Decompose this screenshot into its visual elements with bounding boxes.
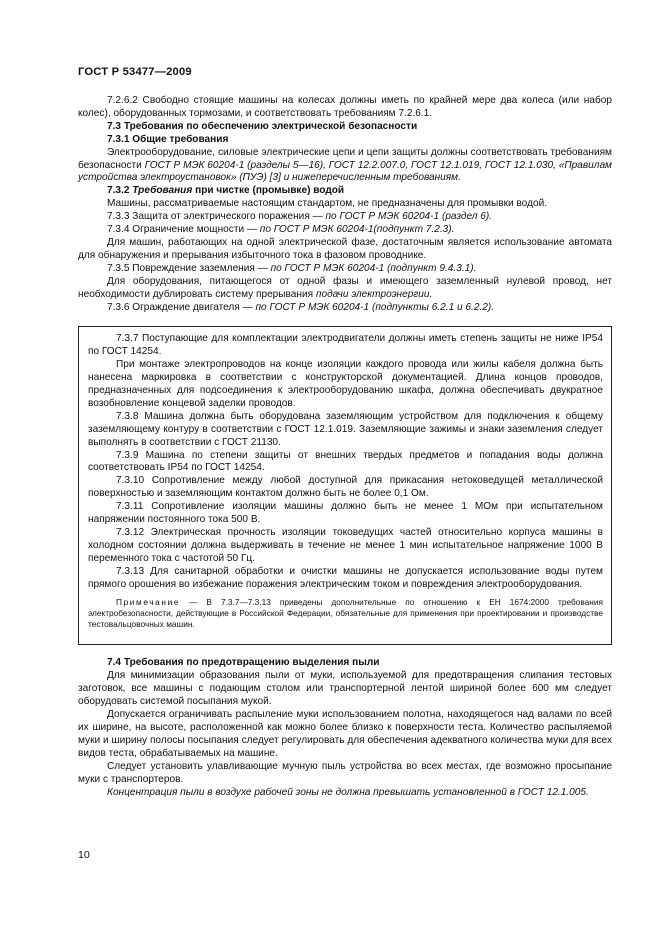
paragraph-7-2-6-2: 7.2.6.2 Свободно стоящие машины на колесах должны иметь по крайней мере два колеса (или набор колес), оборудованных тормозами, и соответствовать требованиям 7.2.6.1. bbox=[78, 95, 612, 119]
section-7-3-1-heading: 7.3.1 Общие требования bbox=[107, 133, 229, 145]
national-requirements-box bbox=[78, 326, 612, 645]
document-header: ГОСТ Р 53477—2009 bbox=[78, 66, 192, 78]
paragraph-7-3-7-cont: При монтаже электропроводов на конце изоляции каждого провода или жилы кабеля должна быть нанесена маркировка в соответствии с конструкторской документацией. Длина концов проводов, предназначенных для подсоединения к электрооборудованию шкафа, должна обеспечивать двукратное возобновление концевой заделки проводов. bbox=[88, 359, 603, 409]
paragraph-7-4-3: Следует установить улавливающие мучную пыль устройства во всех местах, где возможно просыпание муки с транспортеров. bbox=[78, 760, 612, 785]
paragraph-7-3-10: 7.3.10 Сопротивление между любой доступной для прикасания нетоковедущей металлической поверхностью и заземляющим контактом должно быть не более 0,1 Ом. bbox=[88, 475, 603, 500]
paragraph-7-3-3: 7.3.3 Защита от электрического поражения — по ГОСТ Р МЭК 60204-1 (раздел 6). bbox=[107, 211, 493, 223]
page-number: 10 bbox=[78, 849, 90, 861]
note-label: Примечание bbox=[116, 596, 181, 607]
page-content bbox=[78, 95, 612, 799]
note-text: — В 7.3.7—7.3.13 приведены дополнительные по отношению к ЕН 1674:2000 требования электробезопасности, действующие в Российской Федерации, обязательные для применения при проектировании и производстве тестовальцовочных машин. bbox=[88, 596, 603, 629]
paragraph-7-3-9: 7.3.9 Машина по степени защиты от внешних твердых предметов и попадания воды должна соответствовать IP54 по ГОСТ 14254. bbox=[88, 449, 603, 474]
paragraph-7-4-2: Допускается ограничивать распыление муки использованием полотна, находящегося над валами по всей их ширине, на высоте, расположенной как можно более близко к поверхности теста. Количество распыляемой муки и ширину полосы посыпания следует регулировать для обеспечения адекватного количества муки для всех видов теста, обрабатываемых на машине. bbox=[78, 709, 612, 759]
paragraph-7-3-12: 7.3.12 Электрическая прочность изоляции токоведущих частей относительно корпуса машины в холодном состоянии должна выдерживать в течение не менее 1 мин испытательное напряжение 1000 В переменного тока с частотой 50 Гц. bbox=[88, 527, 603, 564]
paragraph-7-3-1: Электрооборудование, силовые электрические цепи и цепи защиты должны соответствовать требованиям безопасности ГОСТ Р МЭК 60204-1 (разделы 5—16), ГОСТ 12.2.007.0, ГОСТ 12.1.019, ГОСТ 12.1.030, «Правилам устройства электроустановок» (ПУЭ) [3] и нижеперечисленным требованиям. bbox=[78, 146, 612, 184]
box-note bbox=[88, 597, 603, 631]
paragraph-7-3-5: 7.3.5 Повреждение заземления — по ГОСТ Р МЭК 60204-1 (подпункт 9.4.3.1). bbox=[107, 262, 477, 274]
paragraph-7-3-4: 7.3.4 Ограничение мощности — по ГОСТ Р МЭК 60204-1(подпункт 7.2.3). bbox=[107, 224, 455, 236]
section-7-3-heading: 7.3 Требования по обеспечению электрической безопасности bbox=[107, 120, 418, 132]
paragraph-7-4-4: Концентрация пыли в воздухе рабочей зоны не должна превышать установленной в ГОСТ 12.1.005. bbox=[107, 786, 589, 798]
section-7-3-2-heading: 7.3.2 Требования при чистке (промывке) водой bbox=[107, 185, 345, 197]
section-7-4-heading: 7.4 Требования по предотвращению выделения пыли bbox=[107, 657, 380, 669]
paragraph-7-3-11: 7.3.11 Сопротивление изоляции машины должно быть не менее 1 МОм при испытательном напряжении постоянного тока 500 В. bbox=[88, 501, 603, 526]
paragraph-7-3-13: 7.3.13 Для санитарной обработки и очистки машины не допускается использование воды путем прямого орошения во избежание поражения электрическим током и повреждения электрооборудования. bbox=[88, 565, 603, 590]
paragraph-7-3-5-cont: Для оборудования, питающегося от одной фазы и имеющего заземленный нулевой провод, нет необходимости дублировать систему прерывания подачи электроэнергии. bbox=[78, 275, 612, 300]
paragraph-7-3-2: Машины, рассматриваемые настоящим стандартом, не предназначены для промывки водой. bbox=[107, 198, 548, 210]
paragraph-7-3-6: 7.3.6 Ограждение двигателя — по ГОСТ Р МЭК 60204-1 (подпункты 6.2.1 и 6.2.2). bbox=[107, 301, 495, 313]
paragraph-7-3-7: 7.3.7 Поступающие для комплектации электродвигатели должны иметь степень защиты не ниже IP54 по ГОСТ 14254. bbox=[88, 333, 603, 358]
paragraph-7-4-1: Для минимизации образования пыли от муки, используемой для предотвращения слипания тестовых заготовок, все машины с подающим столом или транспортерной лентой шириной более 600 мм следует оборудовать системой посыпания мукой. bbox=[78, 670, 612, 708]
section-7-4 bbox=[78, 657, 612, 799]
paragraph-7-3-8: 7.3.8 Машина должна быть оборудована заземляющим устройством для подключения к общему заземляющему контуру в соответствии с ГОСТ 12.1.019. Заземляющие зажимы и знаки заземления следует выполнять в соответствии с ГОСТ 21130. bbox=[88, 410, 603, 448]
paragraph-7-3-4-cont: Для машин, работающих на одной электрической фазе, достаточным является использование автомата для обнаружения и прерывания избыточного тока в фазовом проводнике. bbox=[78, 236, 612, 261]
